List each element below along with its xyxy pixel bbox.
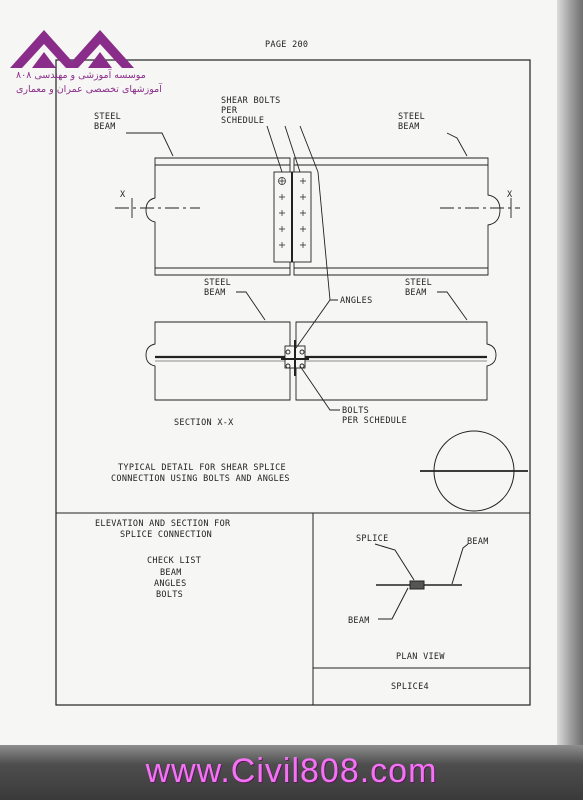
angles-label: ANGLES xyxy=(340,296,373,306)
plan-beam-right-label: BEAM xyxy=(467,537,489,547)
sect-steel-beam-left-2: BEAM xyxy=(204,288,226,298)
elevation-title-1: ELEVATION AND SECTION FOR xyxy=(95,519,231,529)
sheet-id: SPLICE4 xyxy=(391,682,429,692)
shear-bolts-label-1: SHEAR BOLTS xyxy=(221,96,281,106)
check-list-beam: BEAM xyxy=(160,568,182,578)
plan-splice-label: SPLICE xyxy=(356,534,389,544)
sect-steel-beam-left-1: STEEL xyxy=(204,278,232,288)
footer-website-url[interactable]: www.Civil808.com xyxy=(145,752,438,790)
logo-mark-icon xyxy=(4,22,154,70)
elev-steel-beam-right-2: BEAM xyxy=(398,122,420,132)
section-title: SECTION X-X xyxy=(174,418,234,428)
elev-steel-beam-left-2: BEAM xyxy=(94,122,116,132)
title-block xyxy=(56,513,530,705)
elev-steel-beam-right-1: STEEL xyxy=(398,112,426,122)
elevation-view xyxy=(115,126,520,275)
drawing-border xyxy=(56,60,530,705)
plan-beam-left-label: BEAM xyxy=(348,616,370,626)
typical-detail-line-1: TYPICAL DETAIL FOR SHEAR SPLICE xyxy=(118,463,286,473)
institute-logo xyxy=(4,22,162,112)
bolts-label-2: PER SCHEDULE xyxy=(342,416,408,426)
plan-view-title: PLAN VIEW xyxy=(396,652,445,662)
page-number: PAGE 200 xyxy=(265,40,309,50)
bolts-label-1: BOLTS xyxy=(342,406,370,416)
detail-symbol xyxy=(420,431,528,511)
shear-bolts-label-3: SCHEDULE xyxy=(221,116,265,126)
elevation-left-beam xyxy=(146,158,290,275)
section-mark-right: X xyxy=(507,190,513,200)
logo-text-line-2: آموزشهای تخصصی عمران و معماری xyxy=(16,84,162,95)
check-list-heading: CHECK LIST xyxy=(147,556,202,566)
elevation-right-beam xyxy=(294,158,500,275)
typical-detail-line-2: CONNECTION USING BOLTS AND ANGLES xyxy=(111,474,290,484)
elevation-title-2: SPLICE CONNECTION xyxy=(120,530,213,540)
logo-text-line-1: موسسه آموزشی و مهندسی ۸۰۸ xyxy=(16,70,146,81)
check-list-bolts: BOLTS xyxy=(156,590,184,600)
sect-steel-beam-right-1: STEEL xyxy=(405,278,433,288)
section-mark-left: X xyxy=(120,190,126,200)
shear-bolts-label-2: PER xyxy=(221,106,238,116)
elev-steel-beam-left-1: STEEL xyxy=(94,112,122,122)
plan-view xyxy=(375,544,468,619)
check-list-angles: ANGLES xyxy=(154,579,187,589)
sect-steel-beam-right-2: BEAM xyxy=(405,288,427,298)
